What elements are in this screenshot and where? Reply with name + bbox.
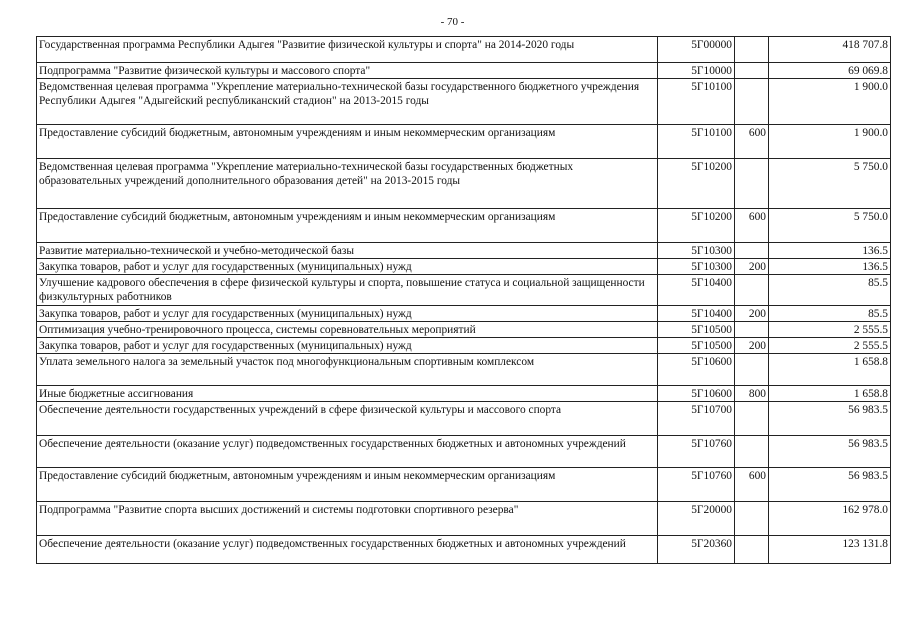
row-name-cell: Обеспечение деятельности (оказание услуг) подведомственных государственных бюджетных и автономных учреждений bbox=[37, 536, 658, 564]
row-sum-cell: 2 555.5 bbox=[769, 338, 891, 354]
row-code-cell: 5Г10200 bbox=[658, 209, 735, 243]
row-name-cell: Ведомственная целевая программа "Укрепление материально-технической базы государственных бюджетных образовательных учреждений дополнительного образования детей" на 2013-2015 годы bbox=[37, 159, 658, 209]
budget-table-body bbox=[37, 37, 891, 564]
row-name-cell: Обеспечение деятельности (оказание услуг) подведомственных государственных бюджетных и автономных учреждений bbox=[37, 436, 658, 468]
row-code-cell: 5Г10600 bbox=[658, 354, 735, 386]
row-name-cell: Подпрограмма "Развитие физической культуры и массового спорта" bbox=[37, 63, 658, 79]
row-sum-cell: 136.5 bbox=[769, 259, 891, 275]
row-code-cell: 5Г10700 bbox=[658, 402, 735, 436]
row-sum-cell: 69 069.8 bbox=[769, 63, 891, 79]
row-expense-type-cell bbox=[735, 37, 769, 63]
row-code-cell: 5Г10760 bbox=[658, 436, 735, 468]
row-name-cell: Уплата земельного налога за земельный участок под многофункциональным спортивным комплексом bbox=[37, 354, 658, 386]
table-row bbox=[37, 354, 891, 386]
table-row bbox=[37, 125, 891, 159]
table-row bbox=[37, 536, 891, 564]
table-row bbox=[37, 338, 891, 354]
row-code-cell: 5Г10500 bbox=[658, 338, 735, 354]
row-name-cell: Закупка товаров, работ и услуг для государственных (муниципальных) нужд bbox=[37, 259, 658, 275]
row-sum-cell: 2 555.5 bbox=[769, 322, 891, 338]
row-expense-type-cell: 600 bbox=[735, 125, 769, 159]
table-row bbox=[37, 259, 891, 275]
row-sum-cell: 418 707.8 bbox=[769, 37, 891, 63]
row-expense-type-cell bbox=[735, 159, 769, 209]
row-code-cell: 5Г20000 bbox=[658, 502, 735, 536]
row-expense-type-cell bbox=[735, 436, 769, 468]
row-expense-type-cell: 200 bbox=[735, 338, 769, 354]
row-code-cell: 5Г20360 bbox=[658, 536, 735, 564]
table-row bbox=[37, 79, 891, 125]
table-row bbox=[37, 322, 891, 338]
table-row bbox=[37, 37, 891, 63]
row-sum-cell: 1 900.0 bbox=[769, 79, 891, 125]
row-sum-cell: 56 983.5 bbox=[769, 468, 891, 502]
table-row bbox=[37, 209, 891, 243]
row-expense-type-cell: 600 bbox=[735, 468, 769, 502]
table-row bbox=[37, 306, 891, 322]
table-row bbox=[37, 468, 891, 502]
row-expense-type-cell bbox=[735, 63, 769, 79]
row-code-cell: 5Г10760 bbox=[658, 468, 735, 502]
row-sum-cell: 1 900.0 bbox=[769, 125, 891, 159]
row-sum-cell: 56 983.5 bbox=[769, 402, 891, 436]
row-expense-type-cell bbox=[735, 502, 769, 536]
row-code-cell: 5Г10600 bbox=[658, 386, 735, 402]
row-expense-type-cell bbox=[735, 536, 769, 564]
row-code-cell: 5Г10400 bbox=[658, 306, 735, 322]
row-expense-type-cell bbox=[735, 275, 769, 306]
budget-table bbox=[36, 36, 891, 564]
row-expense-type-cell bbox=[735, 322, 769, 338]
table-row bbox=[37, 275, 891, 306]
table-row bbox=[37, 243, 891, 259]
row-expense-type-cell bbox=[735, 79, 769, 125]
page-number: - 70 - bbox=[440, 16, 465, 28]
row-sum-cell: 1 658.8 bbox=[769, 386, 891, 402]
row-sum-cell: 85.5 bbox=[769, 306, 891, 322]
table-row bbox=[37, 436, 891, 468]
row-sum-cell: 1 658.8 bbox=[769, 354, 891, 386]
row-expense-type-cell: 200 bbox=[735, 306, 769, 322]
table-row bbox=[37, 386, 891, 402]
row-name-cell: Ведомственная целевая программа "Укрепление материально-технической базы государственного бюджетного учреждения Республики Адыгея "Адыгейский республиканский стадион" на 2013-2015 годы bbox=[37, 79, 658, 125]
row-name-cell: Развитие материально-технической и учебно-методической базы bbox=[37, 243, 658, 259]
row-sum-cell: 5 750.0 bbox=[769, 159, 891, 209]
row-expense-type-cell: 600 bbox=[735, 209, 769, 243]
row-sum-cell: 123 131.8 bbox=[769, 536, 891, 564]
row-code-cell: 5Г10400 bbox=[658, 275, 735, 306]
row-name-cell: Закупка товаров, работ и услуг для государственных (муниципальных) нужд bbox=[37, 306, 658, 322]
table-row bbox=[37, 502, 891, 536]
row-code-cell: 5Г00000 bbox=[658, 37, 735, 63]
row-name-cell: Улучшение кадрового обеспечения в сфере физической культуры и спорта, повышение статуса и социальной защищенности физкультурных работников bbox=[37, 275, 658, 306]
row-code-cell: 5Г10000 bbox=[658, 63, 735, 79]
row-sum-cell: 162 978.0 bbox=[769, 502, 891, 536]
table-row bbox=[37, 159, 891, 209]
table-row bbox=[37, 402, 891, 436]
row-code-cell: 5Г10200 bbox=[658, 159, 735, 209]
row-code-cell: 5Г10300 bbox=[658, 243, 735, 259]
row-expense-type-cell bbox=[735, 402, 769, 436]
row-name-cell: Закупка товаров, работ и услуг для государственных (муниципальных) нужд bbox=[37, 338, 658, 354]
row-expense-type-cell: 800 bbox=[735, 386, 769, 402]
row-name-cell: Оптимизация учебно-тренировочного процесса, системы соревновательных мероприятий bbox=[37, 322, 658, 338]
row-name-cell: Государственная программа Республики Адыгея "Развитие физической культуры и спорта" на 2014-2020 годы bbox=[37, 37, 658, 63]
row-expense-type-cell bbox=[735, 354, 769, 386]
row-code-cell: 5Г10100 bbox=[658, 125, 735, 159]
row-code-cell: 5Г10100 bbox=[658, 79, 735, 125]
row-code-cell: 5Г10300 bbox=[658, 259, 735, 275]
row-sum-cell: 136.5 bbox=[769, 243, 891, 259]
row-name-cell: Обеспечение деятельности государственных учреждений в сфере физической культуры и массового спорта bbox=[37, 402, 658, 436]
row-expense-type-cell bbox=[735, 243, 769, 259]
row-name-cell: Предоставление субсидий бюджетным, автономным учреждениям и иным некоммерческим организациям bbox=[37, 209, 658, 243]
row-sum-cell: 85.5 bbox=[769, 275, 891, 306]
row-name-cell: Иные бюджетные ассигнования bbox=[37, 386, 658, 402]
row-code-cell: 5Г10500 bbox=[658, 322, 735, 338]
row-name-cell: Предоставление субсидий бюджетным, автономным учреждениям и иным некоммерческим организациям bbox=[37, 125, 658, 159]
row-sum-cell: 5 750.0 bbox=[769, 209, 891, 243]
table-row bbox=[37, 63, 891, 79]
row-expense-type-cell: 200 bbox=[735, 259, 769, 275]
row-name-cell: Предоставление субсидий бюджетным, автономным учреждениям и иным некоммерческим организациям bbox=[37, 468, 658, 502]
row-name-cell: Подпрограмма "Развитие спорта высших достижений и системы подготовки спортивного резерва" bbox=[37, 502, 658, 536]
row-sum-cell: 56 983.5 bbox=[769, 436, 891, 468]
